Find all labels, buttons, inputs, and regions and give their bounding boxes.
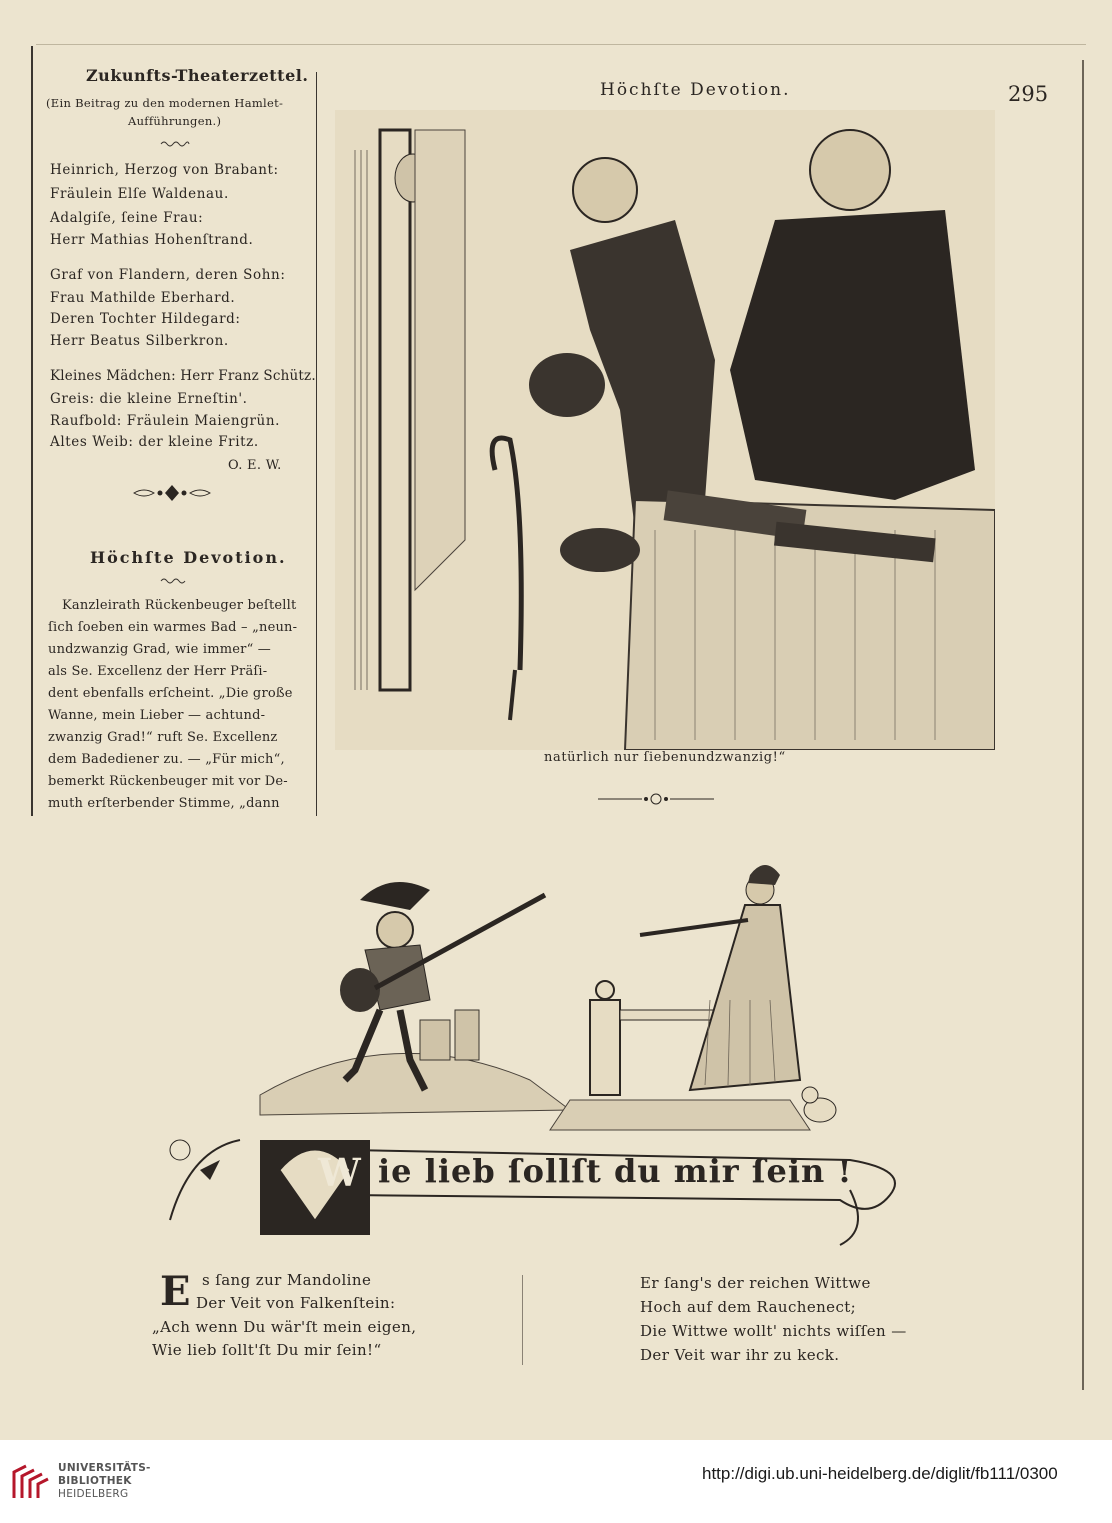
signature: O. E. W.: [228, 458, 282, 473]
theater-title: Zukunfts-Theaterzettel.: [86, 66, 309, 85]
story-line: dem Badediener zu. — „Für mich“,: [48, 752, 285, 767]
library-name-line-3: HEIDELBERG: [58, 1488, 129, 1500]
library-footer: [0, 1440, 1112, 1523]
poem-line: Die Wittwe wollt' nichts wiſſen —: [640, 1322, 907, 1340]
left-column-rule: [31, 46, 33, 816]
running-head: Höchſte Devotion.: [600, 80, 791, 100]
poem-line: Der Veit war ihr zu keck.: [640, 1346, 840, 1364]
engraving-minstrel-and-widow: [150, 850, 920, 1250]
poem-divider-rule: [522, 1275, 523, 1365]
engraving-two-gentlemen: [335, 110, 995, 750]
banner-text: ie lieb ſollſt du mir ſein !: [378, 1152, 853, 1190]
poem-line: Er ſang's der reichen Wittwe: [640, 1274, 871, 1292]
fleuron-ornament: [132, 483, 212, 503]
poem-line: s ſang zur Mandoline: [202, 1271, 372, 1289]
library-name-line-2: BIBLIOTHEK: [58, 1475, 132, 1487]
source-url-link[interactable]: http://digi.ub.uni-heidelberg.de/diglit/fb111/0300: [702, 1464, 1058, 1483]
story-line: zwanzig Grad!“ ruft Se. Excellenz: [48, 730, 278, 745]
fleuron-ornament: [596, 792, 716, 806]
squiggle-ornament: [160, 577, 186, 585]
story-line: undzwanzig Grad, wie immer“ —: [48, 642, 271, 657]
story-line: muth erſterbender Stimme, „dann: [48, 796, 280, 811]
cast-line: Herr Mathias Hohenſtrand.: [50, 232, 254, 248]
story-line: ſich ſoeben ein warmes Bad – „neun-: [48, 620, 298, 635]
poem-line: „Ach wenn Du wär'ſt mein eigen,: [152, 1318, 417, 1336]
library-logo-icon: [10, 1462, 50, 1502]
cast-line: Herr Beatus Silberkron.: [50, 333, 229, 349]
poem-line: Hoch auf dem Rauchenect;: [640, 1298, 857, 1316]
cast-line: Fräulein Elſe Waldenau.: [50, 186, 229, 202]
story-title: Höchſte Devotion.: [90, 548, 287, 567]
cast-line: Deren Tochter Hildegard:: [50, 311, 241, 327]
story-line: Kanzleirath Rückenbeuger beſtellt: [62, 598, 297, 613]
cast-line: Frau Mathilde Eberhard.: [50, 290, 236, 306]
cast-line: Greis: die kleine Erneſtin'.: [50, 391, 248, 407]
theater-subtitle-1: (Ein Beitrag zu den modernen Hamlet-: [46, 96, 284, 110]
cast-line: Adalgiſe, ſeine Frau:: [50, 210, 204, 226]
poem-drop-cap: E: [160, 1268, 191, 1315]
library-name-line-1: UNIVERSITÄTS-: [58, 1462, 151, 1474]
cast-line: Kleines Mädchen: Herr Franz Schütz.: [50, 368, 316, 384]
story-line: bemerkt Rückenbeuger mit vor De-: [48, 774, 288, 789]
poem-line: Wie lieb ſollt'ſt Du mir ſein!“: [152, 1341, 382, 1359]
story-line: als Se. Excellenz der Herr Präſi-: [48, 664, 268, 679]
cast-line: Graf von Flandern, deren Sohn:: [50, 267, 286, 283]
theater-subtitle-2: Aufführungen.): [128, 114, 222, 128]
column-divider-rule: [316, 72, 317, 816]
cast-line: Altes Weib: der kleine Fritz.: [50, 434, 259, 450]
cast-line: Raufbold: Fräulein Maiengrün.: [50, 413, 281, 429]
right-page-rule: [1082, 60, 1084, 1390]
cast-line: Heinrich, Herzog von Brabant:: [50, 162, 279, 178]
story-line: Wanne, mein Lieber — achtund-: [48, 708, 266, 723]
poem-line: Der Veit von Falkenſtein:: [196, 1294, 396, 1312]
story-line: dent ebenfalls erſcheint. „Die große: [48, 686, 293, 701]
squiggle-ornament: [160, 140, 190, 148]
page-number: 295: [1008, 82, 1049, 106]
illustration-caption: natürlich nur ſiebenundzwanzig!“: [544, 750, 786, 765]
banner-initial: W: [318, 1150, 361, 1195]
